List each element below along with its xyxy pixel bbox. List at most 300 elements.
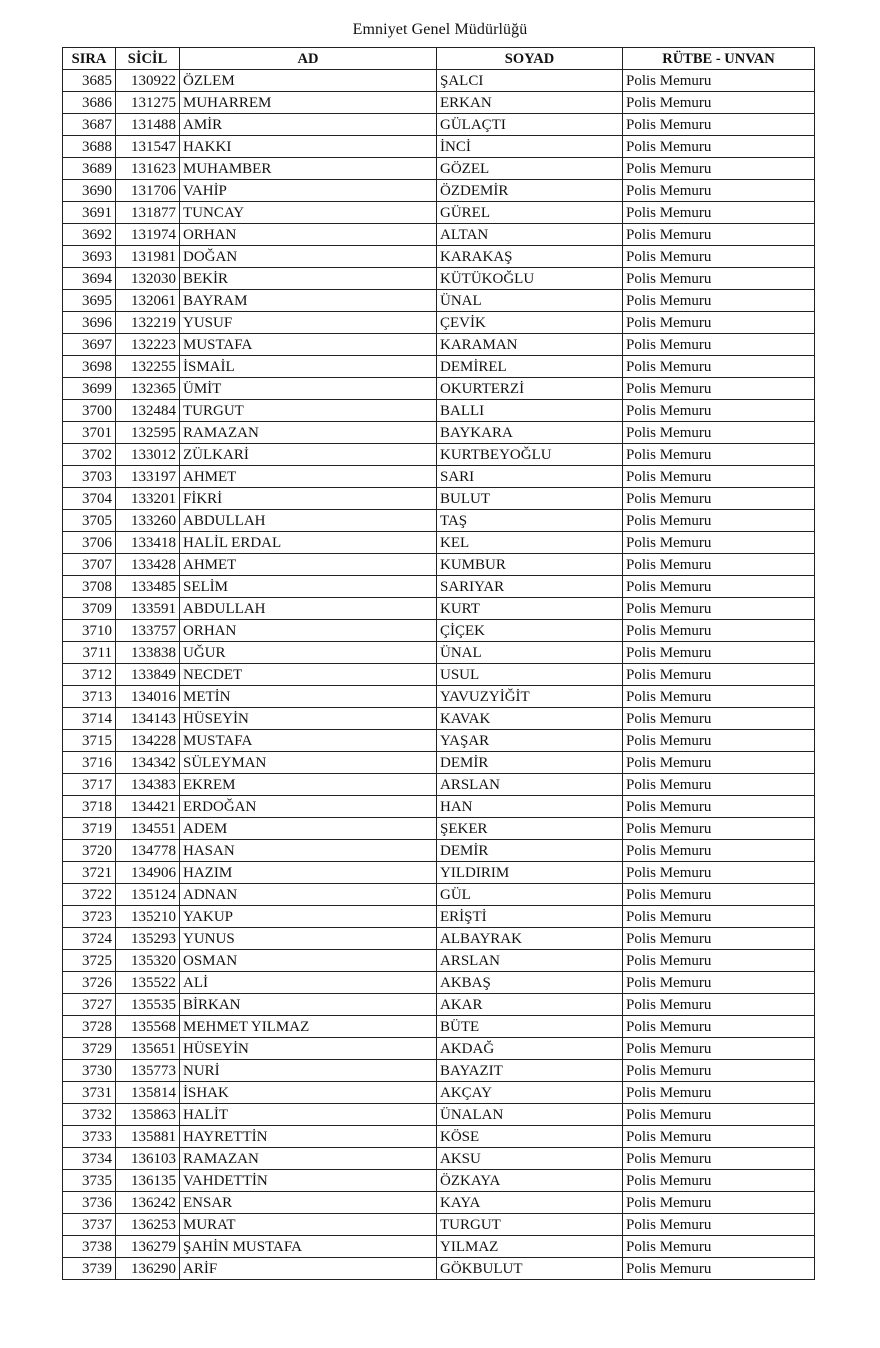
sira-cell: 3689 — [63, 158, 116, 180]
sicil-cell: 133849 — [116, 664, 180, 686]
soyad-cell: KAVAK — [437, 708, 623, 730]
sicil-cell: 132255 — [116, 356, 180, 378]
ad-cell: ERDOĞAN — [180, 796, 437, 818]
soyad-cell: AKSU — [437, 1148, 623, 1170]
rutbe-unvan-cell: Polis Memuru — [623, 1214, 815, 1236]
table-row — [63, 136, 815, 158]
sicil-cell: 134228 — [116, 730, 180, 752]
ad-cell: HAZIM — [180, 862, 437, 884]
table-row — [63, 1148, 815, 1170]
table-row — [63, 1060, 815, 1082]
rutbe-unvan-cell: Polis Memuru — [623, 158, 815, 180]
table-row — [63, 1038, 815, 1060]
soyad-cell: GÜLAÇTI — [437, 114, 623, 136]
sicil-cell: 133591 — [116, 598, 180, 620]
soyad-cell: KÜTÜKOĞLU — [437, 268, 623, 290]
table-row — [63, 598, 815, 620]
ad-cell: HALİT — [180, 1104, 437, 1126]
ad-cell: HÜSEYİN — [180, 1038, 437, 1060]
table-row — [63, 312, 815, 334]
soyad-cell: DEMİR — [437, 752, 623, 774]
rutbe-unvan-cell: Polis Memuru — [623, 422, 815, 444]
ad-cell: ARİF — [180, 1258, 437, 1280]
table-row — [63, 1016, 815, 1038]
rutbe-unvan-cell: Polis Memuru — [623, 334, 815, 356]
table-row — [63, 1214, 815, 1236]
ad-cell: AHMET — [180, 466, 437, 488]
sira-cell: 3734 — [63, 1148, 116, 1170]
sira-cell: 3696 — [63, 312, 116, 334]
rutbe-unvan-cell: Polis Memuru — [623, 92, 815, 114]
table-row — [63, 554, 815, 576]
sicil-cell: 131547 — [116, 136, 180, 158]
rutbe-unvan-cell: Polis Memuru — [623, 444, 815, 466]
table-row — [63, 510, 815, 532]
soyad-cell: ÇİÇEK — [437, 620, 623, 642]
sicil-cell: 134143 — [116, 708, 180, 730]
table-row — [63, 664, 815, 686]
table-row — [63, 730, 815, 752]
column-header-sicil: SİCİL — [116, 48, 180, 70]
sira-cell: 3719 — [63, 818, 116, 840]
soyad-cell: DEMİR — [437, 840, 623, 862]
soyad-cell: AKAR — [437, 994, 623, 1016]
rutbe-unvan-cell: Polis Memuru — [623, 466, 815, 488]
rutbe-unvan-cell: Polis Memuru — [623, 686, 815, 708]
sira-cell: 3702 — [63, 444, 116, 466]
soyad-cell: AKDAĞ — [437, 1038, 623, 1060]
ad-cell: İSMAİL — [180, 356, 437, 378]
soyad-cell: BAYAZIT — [437, 1060, 623, 1082]
sira-cell: 3715 — [63, 730, 116, 752]
table-row — [63, 972, 815, 994]
sicil-cell: 134342 — [116, 752, 180, 774]
ad-cell: ABDULLAH — [180, 598, 437, 620]
rutbe-unvan-cell: Polis Memuru — [623, 862, 815, 884]
sicil-cell: 133260 — [116, 510, 180, 532]
soyad-cell: KARAMAN — [437, 334, 623, 356]
sicil-cell: 133428 — [116, 554, 180, 576]
soyad-cell: YAŞAR — [437, 730, 623, 752]
table-row — [63, 1082, 815, 1104]
sira-cell: 3726 — [63, 972, 116, 994]
sira-cell: 3691 — [63, 202, 116, 224]
soyad-cell: ÜNAL — [437, 642, 623, 664]
sira-cell: 3704 — [63, 488, 116, 510]
ad-cell: TUNCAY — [180, 202, 437, 224]
soyad-cell: KEL — [437, 532, 623, 554]
soyad-cell: KURT — [437, 598, 623, 620]
rutbe-unvan-cell: Polis Memuru — [623, 840, 815, 862]
soyad-cell: TAŞ — [437, 510, 623, 532]
sicil-cell: 136279 — [116, 1236, 180, 1258]
rutbe-unvan-cell: Polis Memuru — [623, 488, 815, 510]
table-row — [63, 466, 815, 488]
table-row — [63, 92, 815, 114]
soyad-cell: ARSLAN — [437, 950, 623, 972]
sicil-cell: 133201 — [116, 488, 180, 510]
rutbe-unvan-cell: Polis Memuru — [623, 576, 815, 598]
sira-cell: 3724 — [63, 928, 116, 950]
soyad-cell: BAYKARA — [437, 422, 623, 444]
sicil-cell: 132223 — [116, 334, 180, 356]
soyad-cell: ŞALCI — [437, 70, 623, 92]
table-row — [63, 1258, 815, 1280]
soyad-cell: GÖKBULUT — [437, 1258, 623, 1280]
sira-cell: 3720 — [63, 840, 116, 862]
sira-cell: 3706 — [63, 532, 116, 554]
ad-cell: ÖZLEM — [180, 70, 437, 92]
sira-cell: 3695 — [63, 290, 116, 312]
sicil-cell: 134551 — [116, 818, 180, 840]
soyad-cell: KAYA — [437, 1192, 623, 1214]
soyad-cell: BÜTE — [437, 1016, 623, 1038]
sicil-cell: 134016 — [116, 686, 180, 708]
table-row — [63, 224, 815, 246]
soyad-cell: KUMBUR — [437, 554, 623, 576]
soyad-cell: AKBAŞ — [437, 972, 623, 994]
ad-cell: MUSTAFA — [180, 334, 437, 356]
sira-cell: 3713 — [63, 686, 116, 708]
rutbe-unvan-cell: Polis Memuru — [623, 730, 815, 752]
table-row — [63, 642, 815, 664]
sicil-cell: 131974 — [116, 224, 180, 246]
table-row — [63, 862, 815, 884]
ad-cell: VAHDETTİN — [180, 1170, 437, 1192]
table-header-row — [63, 48, 815, 70]
sira-cell: 3709 — [63, 598, 116, 620]
sicil-cell: 136242 — [116, 1192, 180, 1214]
sira-cell: 3693 — [63, 246, 116, 268]
soyad-cell: ŞEKER — [437, 818, 623, 840]
column-header-sira: SIRA — [63, 48, 116, 70]
sira-cell: 3721 — [63, 862, 116, 884]
rutbe-unvan-cell: Polis Memuru — [623, 818, 815, 840]
sira-cell: 3718 — [63, 796, 116, 818]
ad-cell: AMİR — [180, 114, 437, 136]
table-row — [63, 202, 815, 224]
sira-cell: 3723 — [63, 906, 116, 928]
rutbe-unvan-cell: Polis Memuru — [623, 312, 815, 334]
sicil-cell: 133418 — [116, 532, 180, 554]
sicil-cell: 133012 — [116, 444, 180, 466]
table-row — [63, 906, 815, 928]
table-row — [63, 708, 815, 730]
soyad-cell: GÖZEL — [437, 158, 623, 180]
ad-cell: HASAN — [180, 840, 437, 862]
sira-cell: 3722 — [63, 884, 116, 906]
ad-cell: RAMAZAN — [180, 422, 437, 444]
ad-cell: ALİ — [180, 972, 437, 994]
sira-cell: 3692 — [63, 224, 116, 246]
sira-cell: 3686 — [63, 92, 116, 114]
rutbe-unvan-cell: Polis Memuru — [623, 70, 815, 92]
ad-cell: ADEM — [180, 818, 437, 840]
table-row — [63, 400, 815, 422]
ad-cell: VAHİP — [180, 180, 437, 202]
sicil-cell: 133197 — [116, 466, 180, 488]
table-row — [63, 994, 815, 1016]
ad-cell: RAMAZAN — [180, 1148, 437, 1170]
table-row — [63, 334, 815, 356]
column-header-ad: AD — [180, 48, 437, 70]
sira-cell: 3731 — [63, 1082, 116, 1104]
sira-cell: 3698 — [63, 356, 116, 378]
rutbe-unvan-cell: Polis Memuru — [623, 1148, 815, 1170]
ad-cell: OSMAN — [180, 950, 437, 972]
ad-cell: FİKRİ — [180, 488, 437, 510]
soyad-cell: YILDIRIM — [437, 862, 623, 884]
rutbe-unvan-cell: Polis Memuru — [623, 224, 815, 246]
rutbe-unvan-cell: Polis Memuru — [623, 620, 815, 642]
personnel-table — [62, 47, 815, 1280]
rutbe-unvan-cell: Polis Memuru — [623, 752, 815, 774]
sicil-cell: 131877 — [116, 202, 180, 224]
rutbe-unvan-cell: Polis Memuru — [623, 400, 815, 422]
soyad-cell: ÜNALAN — [437, 1104, 623, 1126]
rutbe-unvan-cell: Polis Memuru — [623, 246, 815, 268]
table-row — [63, 1126, 815, 1148]
column-header-rutbe-unvan: RÜTBE - UNVAN — [623, 48, 815, 70]
table-row — [63, 686, 815, 708]
soyad-cell: ERKAN — [437, 92, 623, 114]
rutbe-unvan-cell: Polis Memuru — [623, 1236, 815, 1258]
soyad-cell: ÜNAL — [437, 290, 623, 312]
ad-cell: NECDET — [180, 664, 437, 686]
sira-cell: 3699 — [63, 378, 116, 400]
ad-cell: ORHAN — [180, 620, 437, 642]
sicil-cell: 135124 — [116, 884, 180, 906]
table-row — [63, 488, 815, 510]
ad-cell: BAYRAM — [180, 290, 437, 312]
ad-cell: NURİ — [180, 1060, 437, 1082]
sira-cell: 3714 — [63, 708, 116, 730]
sira-cell: 3707 — [63, 554, 116, 576]
sira-cell: 3733 — [63, 1126, 116, 1148]
sira-cell: 3700 — [63, 400, 116, 422]
table-row — [63, 752, 815, 774]
rutbe-unvan-cell: Polis Memuru — [623, 1082, 815, 1104]
rutbe-unvan-cell: Polis Memuru — [623, 1258, 815, 1280]
ad-cell: DOĞAN — [180, 246, 437, 268]
rutbe-unvan-cell: Polis Memuru — [623, 532, 815, 554]
soyad-cell: USUL — [437, 664, 623, 686]
table-row — [63, 1170, 815, 1192]
rutbe-unvan-cell: Polis Memuru — [623, 994, 815, 1016]
sicil-cell: 135773 — [116, 1060, 180, 1082]
sicil-cell: 131623 — [116, 158, 180, 180]
sira-cell: 3728 — [63, 1016, 116, 1038]
sicil-cell: 135568 — [116, 1016, 180, 1038]
rutbe-unvan-cell: Polis Memuru — [623, 114, 815, 136]
rutbe-unvan-cell: Polis Memuru — [623, 180, 815, 202]
sira-cell: 3737 — [63, 1214, 116, 1236]
ad-cell: ZÜLKARİ — [180, 444, 437, 466]
ad-cell: MURAT — [180, 1214, 437, 1236]
ad-cell: HÜSEYİN — [180, 708, 437, 730]
rutbe-unvan-cell: Polis Memuru — [623, 290, 815, 312]
table-row — [63, 1236, 815, 1258]
sira-cell: 3727 — [63, 994, 116, 1016]
sira-cell: 3736 — [63, 1192, 116, 1214]
sira-cell: 3729 — [63, 1038, 116, 1060]
ad-cell: SÜLEYMAN — [180, 752, 437, 774]
ad-cell: MEHMET YILMAZ — [180, 1016, 437, 1038]
sira-cell: 3703 — [63, 466, 116, 488]
soyad-cell: HAN — [437, 796, 623, 818]
table-row — [63, 818, 815, 840]
page-title: Emniyet Genel Müdürlüğü — [352, 21, 528, 38]
ad-cell: ŞAHİN MUSTAFA — [180, 1236, 437, 1258]
ad-cell: YUSUF — [180, 312, 437, 334]
sicil-cell: 135293 — [116, 928, 180, 950]
table-body — [63, 70, 815, 1280]
rutbe-unvan-cell: Polis Memuru — [623, 642, 815, 664]
sicil-cell: 131275 — [116, 92, 180, 114]
rutbe-unvan-cell: Polis Memuru — [623, 268, 815, 290]
ad-cell: BEKİR — [180, 268, 437, 290]
sira-cell: 3735 — [63, 1170, 116, 1192]
rutbe-unvan-cell: Polis Memuru — [623, 928, 815, 950]
rutbe-unvan-cell: Polis Memuru — [623, 356, 815, 378]
ad-cell: YUNUS — [180, 928, 437, 950]
soyad-cell: BULUT — [437, 488, 623, 510]
ad-cell: HAKKI — [180, 136, 437, 158]
table-row — [63, 774, 815, 796]
table-row — [63, 620, 815, 642]
ad-cell: SELİM — [180, 576, 437, 598]
ad-cell: ENSAR — [180, 1192, 437, 1214]
rutbe-unvan-cell: Polis Memuru — [623, 136, 815, 158]
table-row — [63, 444, 815, 466]
soyad-cell: KÖSE — [437, 1126, 623, 1148]
sicil-cell: 134778 — [116, 840, 180, 862]
ad-cell: MUSTAFA — [180, 730, 437, 752]
ad-cell: ADNAN — [180, 884, 437, 906]
soyad-cell: GÜL — [437, 884, 623, 906]
sicil-cell: 135320 — [116, 950, 180, 972]
rutbe-unvan-cell: Polis Memuru — [623, 1016, 815, 1038]
soyad-cell: TURGUT — [437, 1214, 623, 1236]
sicil-cell: 134421 — [116, 796, 180, 818]
table-row — [63, 158, 815, 180]
sicil-cell: 130922 — [116, 70, 180, 92]
sicil-cell: 133838 — [116, 642, 180, 664]
sira-cell: 3732 — [63, 1104, 116, 1126]
ad-cell: ORHAN — [180, 224, 437, 246]
soyad-cell: YAVUZYİĞİT — [437, 686, 623, 708]
soyad-cell: ERİŞTİ — [437, 906, 623, 928]
soyad-cell: ÇEVİK — [437, 312, 623, 334]
rutbe-unvan-cell: Polis Memuru — [623, 554, 815, 576]
sicil-cell: 133757 — [116, 620, 180, 642]
table-row — [63, 114, 815, 136]
sicil-cell: 136135 — [116, 1170, 180, 1192]
rutbe-unvan-cell: Polis Memuru — [623, 1126, 815, 1148]
sira-cell: 3694 — [63, 268, 116, 290]
sira-cell: 3712 — [63, 664, 116, 686]
sicil-cell: 131706 — [116, 180, 180, 202]
rutbe-unvan-cell: Polis Memuru — [623, 708, 815, 730]
soyad-cell: ÖZDEMİR — [437, 180, 623, 202]
ad-cell: METİN — [180, 686, 437, 708]
sicil-cell: 135881 — [116, 1126, 180, 1148]
sicil-cell: 132030 — [116, 268, 180, 290]
sira-cell: 3708 — [63, 576, 116, 598]
soyad-cell: SARIYAR — [437, 576, 623, 598]
rutbe-unvan-cell: Polis Memuru — [623, 774, 815, 796]
rutbe-unvan-cell: Polis Memuru — [623, 202, 815, 224]
rutbe-unvan-cell: Polis Memuru — [623, 1060, 815, 1082]
sicil-cell: 135522 — [116, 972, 180, 994]
table-row — [63, 422, 815, 444]
table-row — [63, 268, 815, 290]
ad-cell: AHMET — [180, 554, 437, 576]
sicil-cell: 132365 — [116, 378, 180, 400]
rutbe-unvan-cell: Polis Memuru — [623, 510, 815, 532]
sira-cell: 3716 — [63, 752, 116, 774]
sicil-cell: 134906 — [116, 862, 180, 884]
sira-cell: 3725 — [63, 950, 116, 972]
sira-cell: 3688 — [63, 136, 116, 158]
column-header-soyad: SOYAD — [437, 48, 623, 70]
table-row — [63, 796, 815, 818]
table-row — [63, 884, 815, 906]
sicil-cell: 132595 — [116, 422, 180, 444]
table-row — [63, 378, 815, 400]
soyad-cell: KARAKAŞ — [437, 246, 623, 268]
sicil-cell: 133485 — [116, 576, 180, 598]
table-row — [63, 70, 815, 92]
rutbe-unvan-cell: Polis Memuru — [623, 884, 815, 906]
sira-cell: 3739 — [63, 1258, 116, 1280]
soyad-cell: GÜREL — [437, 202, 623, 224]
soyad-cell: SARI — [437, 466, 623, 488]
ad-cell: MUHARREM — [180, 92, 437, 114]
sicil-cell: 132484 — [116, 400, 180, 422]
soyad-cell: ARSLAN — [437, 774, 623, 796]
ad-cell: ÜMİT — [180, 378, 437, 400]
table-row — [63, 840, 815, 862]
sicil-cell: 136290 — [116, 1258, 180, 1280]
rutbe-unvan-cell: Polis Memuru — [623, 1038, 815, 1060]
ad-cell: ABDULLAH — [180, 510, 437, 532]
sira-cell: 3730 — [63, 1060, 116, 1082]
sira-cell: 3685 — [63, 70, 116, 92]
ad-cell: İSHAK — [180, 1082, 437, 1104]
soyad-cell: DEMİREL — [437, 356, 623, 378]
soyad-cell: BALLI — [437, 400, 623, 422]
ad-cell: YAKUP — [180, 906, 437, 928]
table-row — [63, 576, 815, 598]
soyad-cell: İNCİ — [437, 136, 623, 158]
soyad-cell: ALBAYRAK — [437, 928, 623, 950]
table-row — [63, 180, 815, 202]
rutbe-unvan-cell: Polis Memuru — [623, 972, 815, 994]
sira-cell: 3697 — [63, 334, 116, 356]
sira-cell: 3690 — [63, 180, 116, 202]
rutbe-unvan-cell: Polis Memuru — [623, 378, 815, 400]
sira-cell: 3711 — [63, 642, 116, 664]
ad-cell: HALİL ERDAL — [180, 532, 437, 554]
sicil-cell: 132061 — [116, 290, 180, 312]
table-row — [63, 356, 815, 378]
table-row — [63, 246, 815, 268]
sicil-cell: 135814 — [116, 1082, 180, 1104]
rutbe-unvan-cell: Polis Memuru — [623, 796, 815, 818]
sira-cell: 3705 — [63, 510, 116, 532]
table-row — [63, 950, 815, 972]
